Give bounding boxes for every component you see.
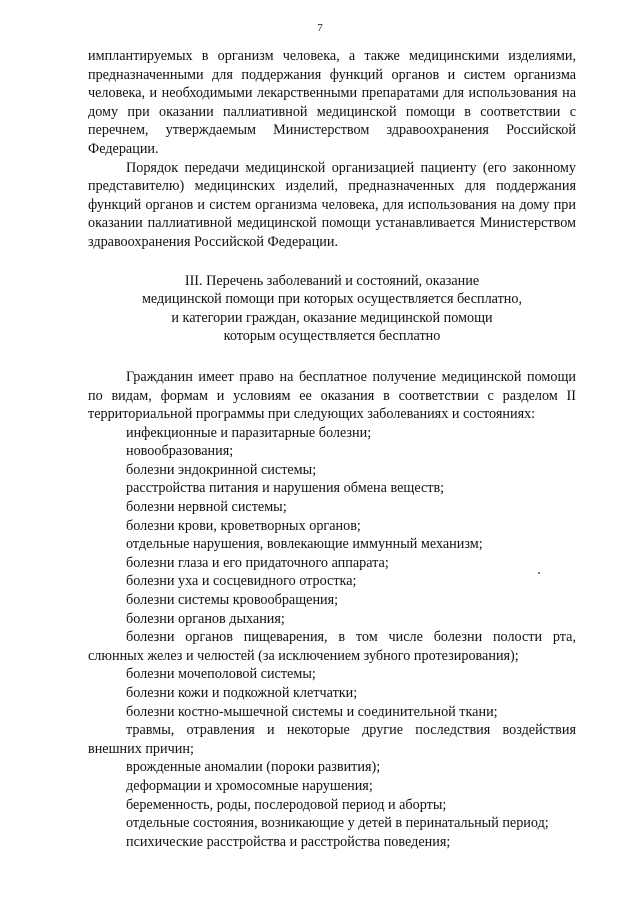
disease-list [88, 424, 576, 852]
document-body [88, 47, 576, 851]
list-item: отдельные нарушения, вовлекающие иммунный механизм; [126, 536, 483, 553]
list-item: врожденные аномалии (пороки развития); [126, 759, 381, 776]
list-item: болезни глаза и его придаточного аппарата; [126, 554, 389, 571]
list-item: болезни мочеполовой системы; [126, 666, 316, 683]
list-item: болезни костно-мышечной системы и соединительной ткани; [126, 703, 498, 720]
list-item: болезни крови, кроветворных органов; [126, 517, 361, 534]
section-title [88, 272, 576, 346]
list-item: болезни уха и сосцевидного отростка; [126, 573, 357, 590]
scan-speck [538, 572, 540, 574]
paragraph-implants: имплантируемых в организм человека, а также медицинскими изделиями, предназначенными для поддержания функций органов и систем организма человека, и необходимыми лекарственными препаратами для использования на дому при оказании паллиативной медицинской помощи в соответствии с перечнем, утверждаемым Министерством здравоохранения Российской Федерации. [88, 48, 576, 157]
section-title-line: и категории граждан, оказание медицинской помощи [171, 309, 493, 326]
section-title-line: которым осуществляется бесплатно [223, 328, 441, 345]
list-item: психические расстройства и расстройства поведения; [126, 833, 451, 850]
section-intro: Гражданин имеет право на бесплатное получение медицинской помощи по видам, формам и условиям ее оказания в соответствии с разделом II территориальной программы при следующих заболеваниях и состояниях: [88, 368, 576, 423]
list-item: отдельные состояния, возникающие у детей в перинатальный период; [126, 815, 549, 832]
list-item: расстройства питания и нарушения обмена веществ; [126, 480, 445, 497]
list-item: болезни эндокринной системы; [126, 461, 317, 478]
list-item: болезни кожи и подкожной клетчатки; [126, 685, 358, 701]
section-title-line: III. Перечень заболеваний и состояний, оказание [184, 272, 480, 289]
section-title-line: медицинской помощи при которых осуществляется бесплатно, [141, 291, 523, 308]
list-item: болезни органов пищеварения, в том числе болезни полости рта, слюнных желез и челюстей (за исключением зубного протезирования); [88, 629, 576, 664]
list-item: деформации и хромосомные нарушения; [126, 777, 373, 794]
list-item: травмы, отравления и некоторые другие последствия воздействия внешних причин; [88, 722, 576, 757]
list-item: беременность, роды, послеродовой период и аборты; [126, 796, 447, 813]
list-item: инфекционные и паразитарные болезни; [126, 424, 372, 441]
paragraph-transfer-procedure: Порядок передачи медицинской организацией пациенту (его законному представителю) медицинских изделий, предназначенных для поддержания функций органов и систем организма человека, для использования на дому при оказании паллиативной медицинской помощи устанавливается Министерством здравоохранения Российской Федерации. [88, 159, 576, 250]
page-number: 7 [317, 22, 323, 34]
list-item: болезни органов дыхания; [126, 610, 285, 627]
list-item: новообразования; [126, 443, 234, 460]
list-item: болезни системы кровообращения; [126, 592, 339, 609]
list-item: болезни нервной системы; [126, 499, 287, 516]
